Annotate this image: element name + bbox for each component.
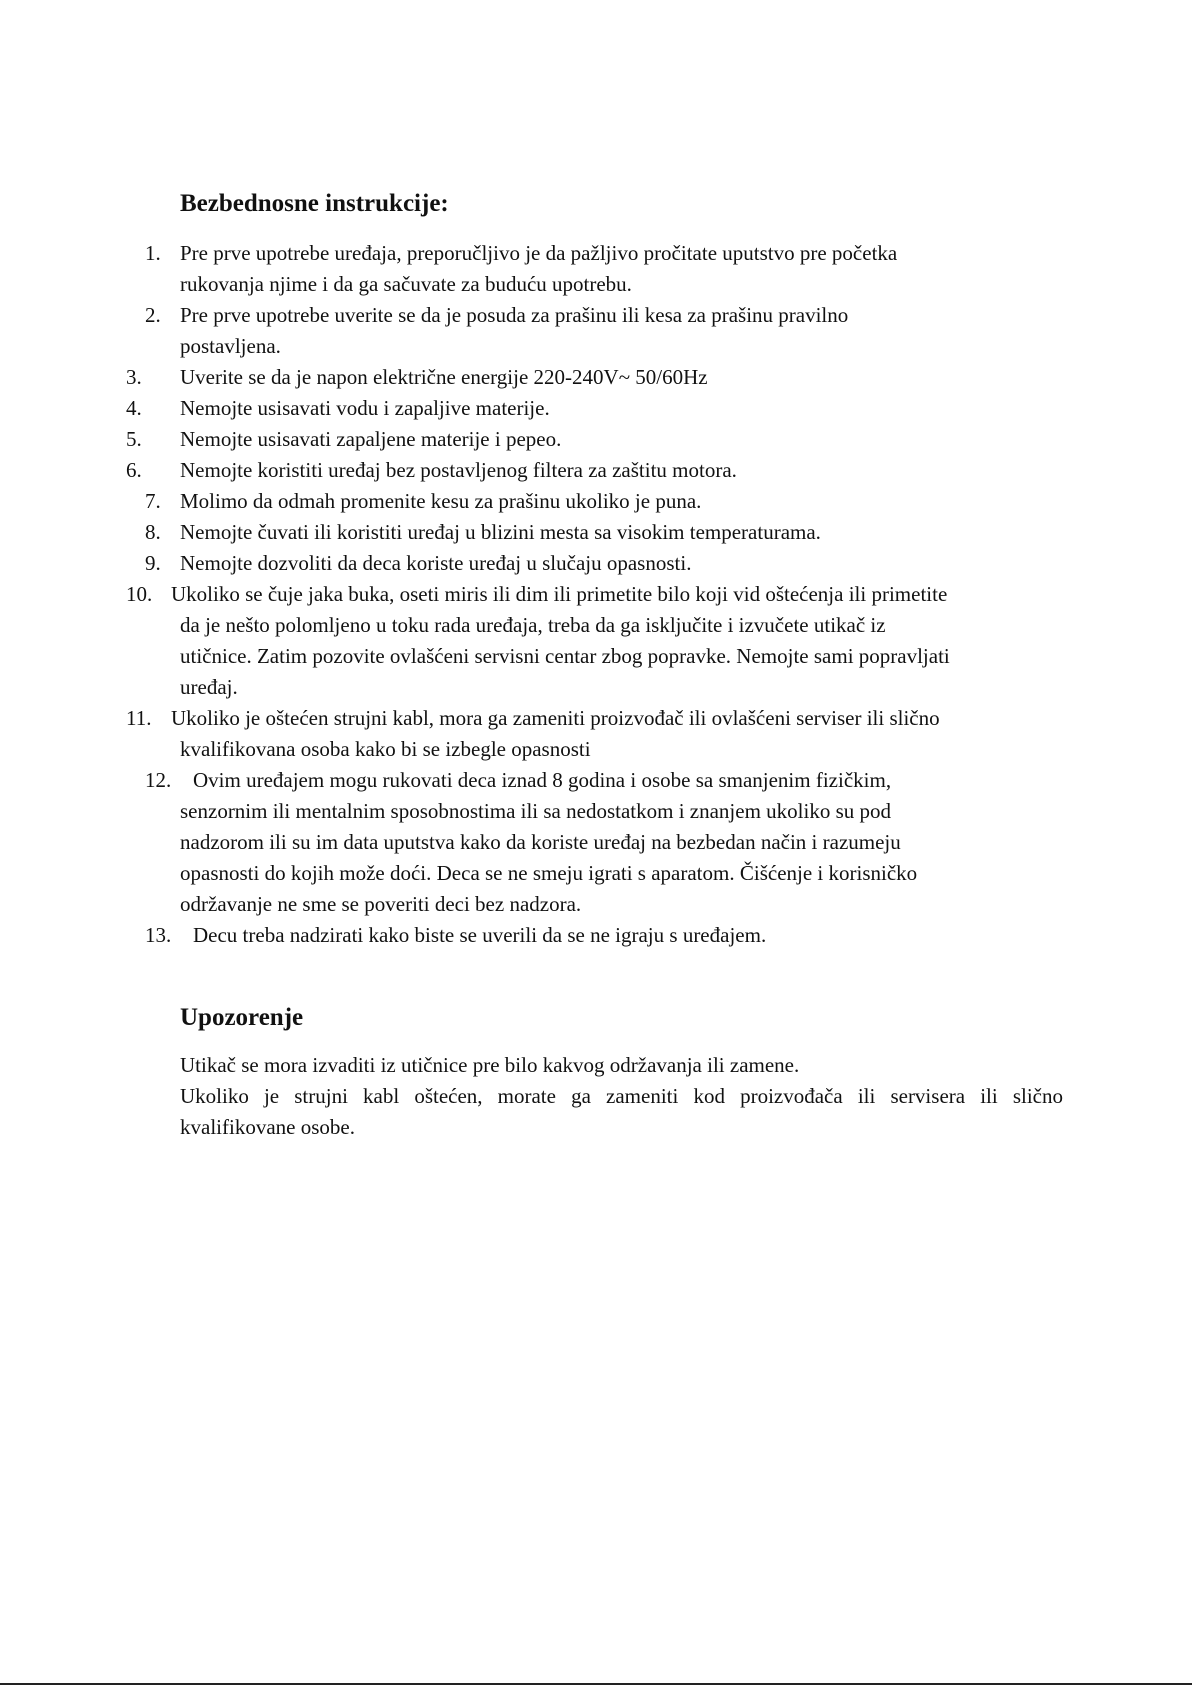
warning-line: Ukoliko je strujni kabl oštećen, morate ga zameniti kod proizvođača ili servisera ili slično xyxy=(180,1084,1063,1108)
list-item-line: utičnice. Zatim pozovite ovlašćeni servisni centar zbog popravke. Nemojte sami popravljati xyxy=(180,644,950,668)
list-number: 6. xyxy=(126,458,142,482)
list-item-line: Uverite se da je napon električne energije 220-240V~ 50/60Hz xyxy=(180,365,708,389)
warning-line: Utikač se mora izvaditi iz utičnice pre bilo kakvog održavanja ili zamene. xyxy=(180,1053,800,1077)
list-number: 10. xyxy=(126,582,153,606)
list-number: 8. xyxy=(145,520,161,544)
list-item-line: Nemojte dozvoliti da deca koriste uređaj u slučaju opasnosti. xyxy=(180,551,692,575)
list-number: 7. xyxy=(145,489,161,513)
list-item-line: Ukoliko je oštećen strujni kabl, mora ga zameniti proizvođač ili ovlašćeni serviser ili slično xyxy=(171,706,940,730)
list-item-line: održavanje ne sme se poveriti deci bez nadzora. xyxy=(180,892,582,916)
list-number: 9. xyxy=(145,551,161,575)
list-item-line: Ukoliko se čuje jaka buka, oseti miris ili dim ili primetite bilo koji vid oštećenja ili primetite xyxy=(171,582,948,606)
warning-line: kvalifikovane osobe. xyxy=(180,1115,355,1139)
list-item-line: uređaj. xyxy=(180,675,238,699)
list-number: 13. xyxy=(145,923,172,947)
list-item-line: Nemojte koristiti uređaj bez postavljenog filtera za zaštitu motora. xyxy=(180,458,737,482)
list-item-line: Nemojte usisavati zapaljene materije i pepeo. xyxy=(180,427,562,451)
list-item-line: da je nešto polomljeno u toku rada uređaja, treba da ga isključite i izvučete utikač iz xyxy=(180,613,886,637)
warning-heading: Upozorenje xyxy=(180,1004,304,1031)
list-item-line: opasnosti do kojih može doći. Deca se ne smeju igrati s aparatom. Čišćenje i korisničko xyxy=(180,861,918,885)
list-item-line: senzornim ili mentalnim sposobnostima ili sa nedostatkom i znanjem ukoliko su pod xyxy=(180,799,892,823)
list-number: 11. xyxy=(126,706,152,730)
list-item-line: nadzorom ili su im data uputstva kako da koriste uređaj na bezbedan način i razumeju xyxy=(180,830,901,854)
list-number: 5. xyxy=(126,427,142,451)
list-item-line: Molimo da odmah promenite kesu za prašinu ukoliko je puna. xyxy=(180,489,702,513)
list-item-line: Decu treba nadzirati kako biste se uverili da se ne igraju s uređajem. xyxy=(193,923,767,947)
list-item-line: Nemojte usisavati vodu i zapaljive materije. xyxy=(180,396,550,420)
list-number: 2. xyxy=(145,303,161,327)
list-item-line: postavljena. xyxy=(180,334,281,358)
list-number: 1. xyxy=(145,241,161,265)
list-item-line: kvalifikovana osoba kako bi se izbegle opasnosti xyxy=(180,737,591,761)
list-item-line: Nemojte čuvati ili koristiti uređaj u blizini mesta sa visokim temperaturama. xyxy=(180,520,821,544)
list-item-line: Pre prve upotrebe uređaja, preporučljivo je da pažljivo pročitate uputstvo pre početka xyxy=(180,241,898,265)
list-number: 4. xyxy=(126,396,142,420)
list-item-line: Pre prve upotrebe uverite se da je posuda za prašinu ili kesa za prašinu pravilno xyxy=(180,303,849,327)
list-item-line: rukovanja njime i da ga sačuvate za buduću upotrebu. xyxy=(180,272,632,296)
list-item-line: Ovim uređajem mogu rukovati deca iznad 8 godina i osobe sa smanjenim fizičkim, xyxy=(193,768,892,792)
safety-heading: Bezbednosne instrukcije: xyxy=(180,190,449,217)
list-number: 3. xyxy=(126,365,142,389)
list-number: 12. xyxy=(145,768,172,792)
